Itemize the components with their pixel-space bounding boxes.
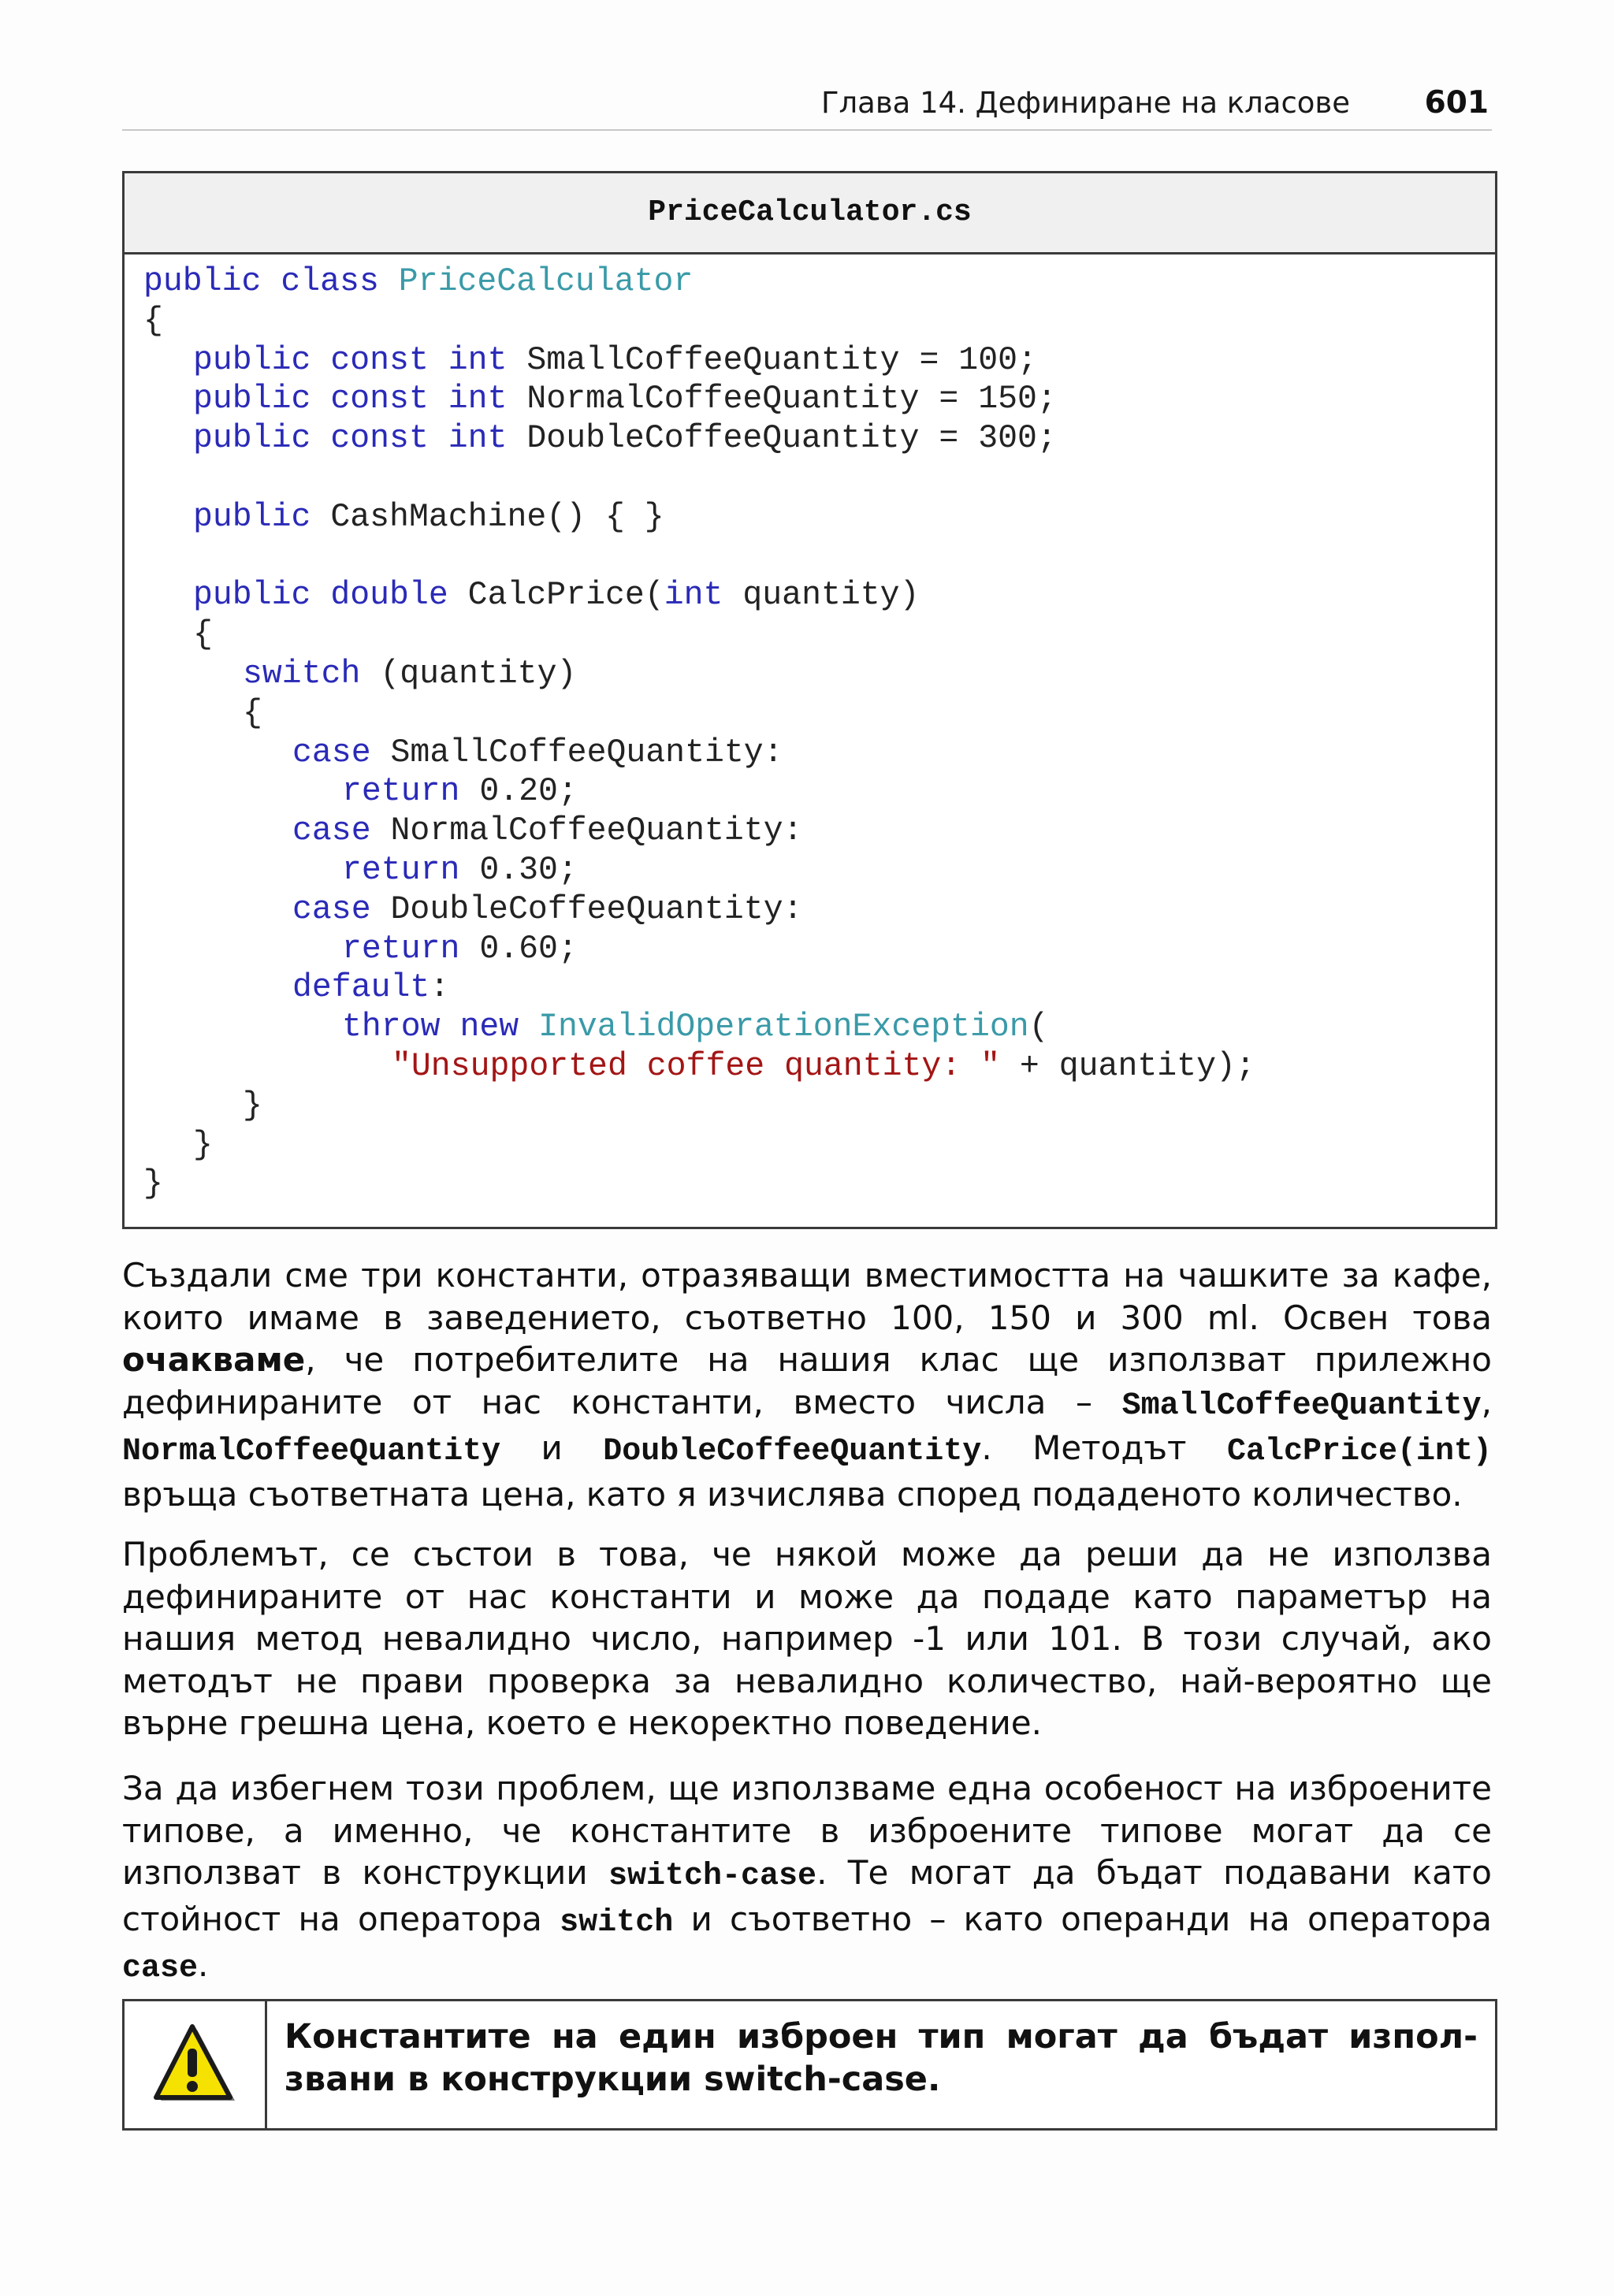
chapter-title: Глава 14. Дефиниране на класове — [820, 86, 1350, 120]
code-line: { — [243, 694, 262, 732]
code-listing — [122, 171, 1497, 1229]
paragraph-text: . — [198, 1945, 209, 1984]
paragraph-text: Създали сме три константи, отразяващи вместимостта на чашките за кафе, които имаме в заведението, съответно 100, 150 и 300 ml. Освен това — [122, 1256, 1492, 1337]
code-line: } — [143, 1165, 163, 1203]
code-line: public CashMachine() { } — [193, 498, 664, 536]
warning-icon — [151, 2023, 238, 2106]
code-line: } — [243, 1087, 262, 1124]
code-line: { — [193, 616, 213, 654]
code-line: public double CalcPrice(int quantity) — [193, 577, 920, 615]
code-line: "Unsupported coffee quantity: " + quantity); — [392, 1047, 1255, 1085]
paragraph-text: . Те могат да бъдат подавани като стойност на оператора — [122, 1853, 1492, 1938]
paragraph-text: , — [1481, 1382, 1492, 1421]
warning-note — [122, 1999, 1497, 2131]
code-line: public const int DoubleCoffeeQuantity = 300; — [193, 420, 1057, 458]
code-line: return 0.30; — [342, 851, 578, 889]
paragraph-text: За да избегнем този проблем, ще използваме една особеност на изброените типове, а именно, че константите в изброените типове могат да се използват в конструкции — [122, 1769, 1492, 1892]
paragraph-text: и съответно – като операнди на оператора — [673, 1899, 1493, 1938]
code-line: default: — [292, 969, 450, 1007]
page-header — [122, 82, 1492, 131]
paragraph-constants — [122, 1254, 1492, 1515]
inline-code: case — [122, 1951, 199, 1986]
paragraph-text: връща съответната цена, като я изчислява според подаденото количество. — [122, 1474, 1463, 1514]
note-text: Константите на един изброен тип могат да бъдат използвани в конструкции switch-case. — [284, 2017, 1478, 2099]
page-number: 601 — [1424, 85, 1489, 121]
code-line: throw new InvalidOperationException( — [342, 1009, 1049, 1046]
code-line: return 0.20; — [342, 773, 578, 811]
paragraph-text: , че потребителите на нашия клас ще използват прилежно дефинираните от нас константи, вместо числа – — [122, 1340, 1492, 1421]
code-line: return 0.60; — [342, 930, 578, 968]
inline-code: SmallCoffeeQuantity — [1121, 1388, 1482, 1424]
paragraph-solution — [122, 1767, 1492, 1990]
inline-code: DoubleCoffeeQuantity — [603, 1434, 982, 1469]
code-line: public const int NormalCoffeeQuantity = 150; — [193, 381, 1057, 418]
note-icon-cell — [125, 2001, 267, 2128]
inline-code: switch-case — [608, 1859, 817, 1894]
inline-code: NormalCoffeeQuantity — [122, 1434, 501, 1469]
emphasis-text: очакваме — [122, 1340, 306, 1379]
code-line: case SmallCoffeeQuantity: — [292, 734, 783, 771]
inline-code: switch — [560, 1904, 674, 1941]
code-line: } — [193, 1126, 213, 1164]
code-line: switch (quantity) — [243, 655, 577, 693]
code-line: { — [143, 302, 163, 340]
paragraph-text: . Методът — [981, 1428, 1227, 1467]
code-line: case DoubleCoffeeQuantity: — [292, 890, 803, 928]
code-line: case NormalCoffeeQuantity: — [292, 812, 803, 850]
paragraph-text: и — [500, 1428, 604, 1467]
paragraph-problem: Проблемът, се състои в това, че някой може да реши да не използва дефинираните от нас константи и може да подаде като параметър на нашия метод невалидно число, например -1 или 101. В този случай, ако методът не прави проверка за невалидно количество, най-вероятно ще върне грешна цена, което е некоректно поведение. — [122, 1535, 1492, 1742]
code-filename: PriceCalculator.cs — [125, 173, 1495, 254]
code-body — [125, 254, 1495, 1204]
code-line: public class PriceCalculator — [143, 263, 694, 300]
code-line: public const int SmallCoffeeQuantity = 100; — [193, 341, 1037, 379]
inline-code: CalcPrice(int) — [1226, 1434, 1492, 1469]
